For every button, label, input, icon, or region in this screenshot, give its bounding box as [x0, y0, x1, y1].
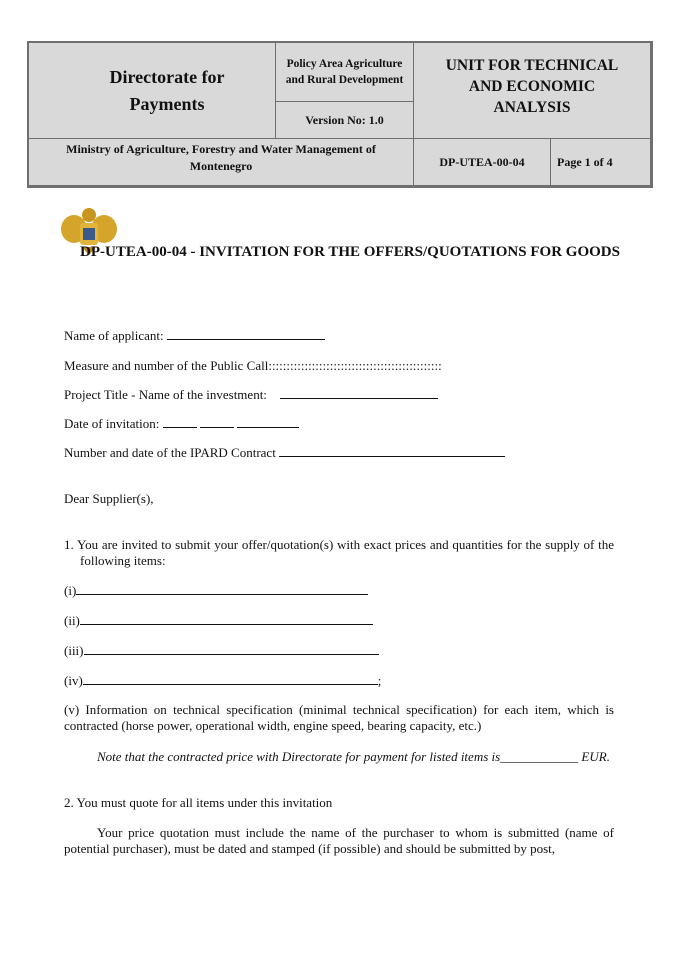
item-1: 1. You are invited to submit your offer/quotation(s) with exact prices and quantities for the supply of the following items:	[64, 537, 614, 568]
version-cell: Version No: 1.0	[275, 101, 414, 139]
applicant-blank[interactable]	[167, 328, 325, 340]
item-blank[interactable]	[84, 643, 379, 655]
ministry-cell: Ministry of Agriculture, Forestry and Water Management of Montenegro	[28, 138, 414, 186]
item-2: 2. You must quote for all items under this invitation	[64, 795, 333, 810]
item-line-ii	[64, 613, 373, 629]
date-month-blank[interactable]	[200, 416, 234, 428]
item-label: (ii)	[64, 613, 80, 628]
project-label: Project Title - Name of the investment:	[64, 387, 267, 402]
item-label: (i)	[64, 583, 77, 598]
item-blank[interactable]	[80, 613, 373, 625]
item-line-i	[64, 583, 368, 599]
item-label: (iv)	[64, 673, 83, 688]
date-day-blank[interactable]	[163, 416, 197, 428]
date-year-blank[interactable]	[237, 416, 299, 428]
item-blank[interactable]	[76, 583, 368, 595]
salutation: Dear Supplier(s),	[64, 491, 154, 506]
applicant-label: Name of applicant:	[64, 328, 164, 343]
document-title: DP-UTEA-00-04 - INVITATION FOR THE OFFERS/QUOTATIONS FOR GOODS	[80, 244, 620, 260]
contract-blank[interactable]	[279, 445, 505, 457]
directorate-cell: Directorate for Payments	[28, 42, 276, 139]
item-line-iv	[64, 673, 381, 689]
date-field	[64, 416, 299, 432]
contract-field	[64, 445, 505, 461]
measure-field: Measure and number of the Public Call::::::::::::::::::::::::::::::::::::::::::::::::	[64, 358, 442, 373]
item-blank[interactable]	[83, 673, 378, 685]
submission-paragraph: Your price quotation must include the name of the purchaser to whom is submitted (name of potential purchaser), must be dated and stamped (if possible) and should be submitted by post,	[64, 825, 614, 856]
project-blank[interactable]	[280, 387, 438, 399]
policy-area-cell: Policy Area Agriculture and Rural Development	[275, 42, 414, 102]
applicant-field	[64, 328, 325, 344]
doc-code-cell: DP-UTEA-00-04	[413, 138, 551, 186]
item-label: (iii)	[64, 643, 84, 658]
item-line-iii	[64, 643, 379, 659]
item-v: (v) Information on technical specification (minimal technical specification) for each item, which is contracted (horse power, operational width, engine speed, bearing capacity, etc.)	[64, 702, 614, 733]
item-end: ;	[377, 673, 382, 688]
date-label: Date of invitation:	[64, 416, 160, 431]
page-number-cell: Page 1 of 4	[550, 138, 651, 186]
project-field	[64, 387, 438, 403]
price-note: Note that the contracted price with Directorate for payment for listed items is____________ EUR.	[97, 749, 610, 764]
contract-label: Number and date of the IPARD Contract	[64, 445, 276, 460]
unit-cell: UNIT FOR TECHNICAL AND ECONOMIC ANALYSIS	[413, 42, 651, 139]
